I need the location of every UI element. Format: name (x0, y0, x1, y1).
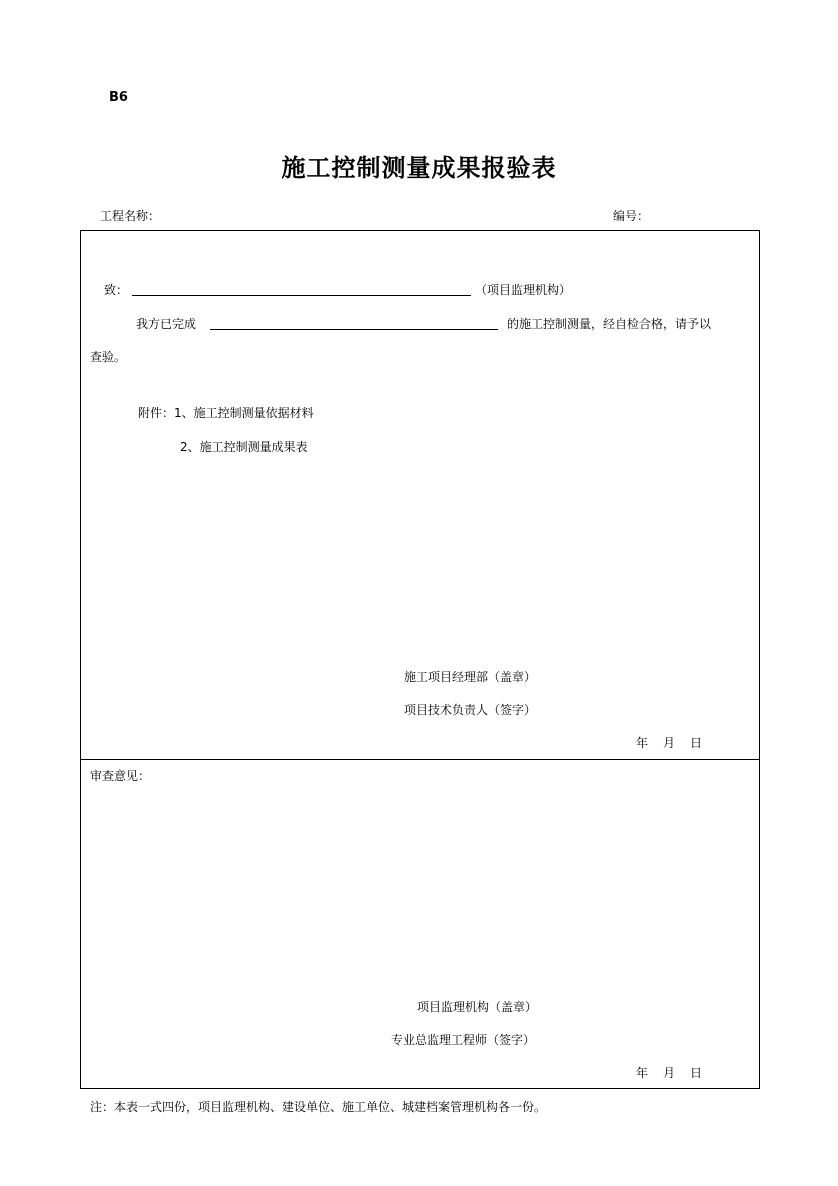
sign-dept: 施工项目经理部（盖章） (404, 670, 537, 684)
body-prefix: 我方已完成 (136, 317, 197, 331)
sign-chief-engineer: 专业总监理工程师（签字） (391, 1033, 536, 1047)
number-label: 编号： (613, 209, 650, 223)
opinion-label: 审查意见： (90, 769, 151, 783)
sign-org: 项目监理机构（盖章） (417, 1000, 538, 1014)
page-title: 施工控制测量成果报验表 (281, 153, 557, 182)
submission-section (80, 230, 760, 760)
attachment-2: 2、施工控制测量成果表 (180, 440, 308, 454)
recipient-suffix: （项目监理机构） (475, 283, 572, 297)
date-year: 年 (636, 736, 649, 750)
attachment-1: 附件：1、施工控制测量依据材料 (138, 406, 314, 420)
body-suffix: 的施工控制测量，经自检合格，请予以 (507, 317, 712, 331)
footer-note: 注：本表一式四份，项目监理机构、建设单位、施工单位、城建档案管理机构各一份。 (90, 1100, 547, 1114)
date-month: 月 (663, 1066, 676, 1080)
date-month: 月 (663, 736, 676, 750)
body-line2: 查验。 (90, 350, 127, 364)
sign-person: 项目技术负责人（签字） (404, 703, 537, 717)
date-day: 日 (690, 1066, 703, 1080)
form-code: B6 (109, 90, 128, 105)
recipient-blank[interactable] (132, 295, 471, 296)
to-label: 致： (104, 283, 129, 297)
date-year: 年 (636, 1066, 649, 1080)
project-name-label: 工程名称： (100, 209, 161, 223)
review-section (80, 759, 760, 1089)
date-day: 日 (690, 736, 703, 750)
completed-item-blank[interactable] (210, 329, 498, 330)
